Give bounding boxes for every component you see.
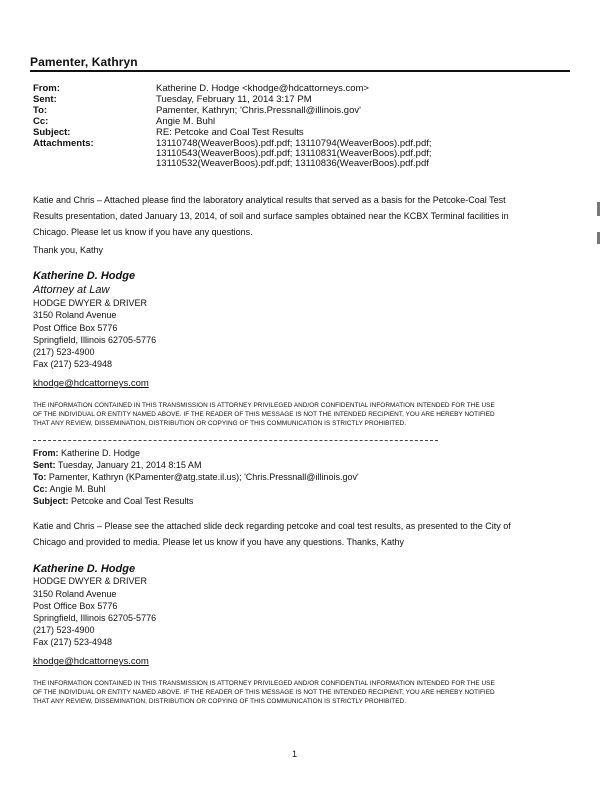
message-separator [33, 440, 438, 441]
forwarded-to [33, 472, 359, 482]
forwarded-subject [33, 496, 193, 506]
scan-edge-mark [597, 232, 600, 244]
signature-name: Katherine D. Hodge [33, 563, 136, 575]
subject-label: Subject: [33, 127, 71, 138]
attachment-link[interactable]: 13110532(WeaverBoos).pdf.pdf; 13110836(WeaverBoos).pdf.pdf [156, 158, 429, 169]
attachment-link[interactable]: 13110543(WeaverBoos).pdf.pdf; 13110831(WeaverBoos).pdf.pdf; [156, 148, 432, 159]
disclaimer-line: THE INFORMATION CONTAINED IN THIS TRANSMISSION IS ATTORNEY PRIVILEGED AND/OR CONFIDENTIAL INFORMATION INTENDED FOR THE USE [33, 680, 495, 687]
forwarded-from-label: From: [33, 448, 59, 458]
signature-phone: (217) 523-4900 [33, 347, 95, 357]
attachment-link[interactable]: 13110748(WeaverBoos).pdf.pdf; 13110794(WeaverBoos).pdf.pdf; [156, 138, 432, 149]
attachments-label: Attachments: [33, 138, 94, 149]
forwarded-from [33, 448, 140, 458]
forwarded-sent [33, 460, 201, 470]
signature-phone: (217) 523-4900 [33, 625, 95, 635]
disclaimer-line: THAT ANY REVIEW, DISSEMINATION, DISTRIBUTION OR COPYING OF THIS COMMUNICATION IS STRICTLY PROHIBITED. [33, 698, 407, 705]
forwarded-sent-label: Sent: [33, 460, 56, 470]
forwarded-to-value: Pamenter, Kathryn (KPamenter@atg.state.il.us); 'Chris.Pressnall@illinois.gov' [48, 472, 359, 482]
to-label: To: [33, 105, 48, 116]
page-number: 1 [292, 749, 298, 759]
message-body-line: Results presentation, dated January 13, 2014, of soil and surface samples obtained near the KCBX Terminal facilities in [33, 211, 509, 221]
cc-label: Cc: [33, 116, 49, 127]
disclaimer-line: THE INFORMATION CONTAINED IN THIS TRANSMISSION IS ATTORNEY PRIVILEGED AND/OR CONFIDENTIAL INFORMATION INTENDED FOR THE USE [33, 402, 495, 409]
forwarded-subject-value: Petcoke and Coal Test Results [71, 496, 194, 506]
sent-label: Sent: [33, 94, 57, 105]
forwarded-from-value: Katherine D. Hodge [61, 448, 141, 458]
to-value: Pamenter, Kathryn; 'Chris.Pressnall@illinois.gov' [156, 105, 361, 116]
disclaimer-line: THAT ANY REVIEW, DISSEMINATION, DISTRIBUTION OR COPYING OF THIS COMMUNICATION IS STRICTLY PROHIBITED. [33, 420, 407, 427]
mailbox-owner-name: Pamenter, Kathryn [30, 55, 138, 69]
signature-city: Springfield, Illinois 62705-5776 [33, 335, 157, 345]
forwarded-subject-label: Subject: [33, 496, 69, 506]
scan-edge-mark [597, 202, 600, 216]
forwarded-body-line: Katie and Chris – Please see the attached slide deck regarding petcoke and coal test results, as presented to the City of [33, 521, 511, 531]
signature-title: Attorney at Law [33, 284, 110, 296]
signature-firm: HODGE DWYER & DRIVER [33, 298, 148, 308]
signature-name: Katherine D. Hodge [33, 270, 136, 282]
message-thanks: Thank you, Kathy [33, 245, 104, 255]
sent-value: Tuesday, February 11, 2014 3:17 PM [156, 94, 312, 105]
signature-street: 3150 Roland Avenue [33, 310, 117, 320]
subject-value: RE: Petcoke and Coal Test Results [156, 127, 304, 138]
forwarded-cc-value: Angie M. Buhl [49, 484, 106, 494]
forwarded-body-line: Chicago and provided to media. Please let us know if you have any questions. Thanks, Kathy [33, 537, 405, 547]
signature-email-link[interactable]: khodge@hdcattorneys.com [33, 378, 149, 389]
signature-email-link[interactable]: khodge@hdcattorneys.com [33, 656, 149, 667]
signature-city: Springfield, Illinois 62705-5776 [33, 613, 157, 623]
header-rule [30, 70, 570, 72]
message-body-line: Katie and Chris – Attached please find the laboratory analytical results that served as a basis for the Petcoke-Coal Test [33, 195, 506, 205]
forwarded-sent-value: Tuesday, January 21, 2014 8:15 AM [57, 460, 202, 470]
disclaimer-line: OF THE INDIVIDUAL OR ENTITY NAMED ABOVE. IF THE READER OF THIS MESSAGE IS NOT THE INTENDED RECIPIENT, YOU ARE HEREBY NOTIFIED [33, 411, 495, 418]
signature-pobox: Post Office Box 5776 [33, 601, 118, 611]
signature-street: 3150 Roland Avenue [33, 589, 117, 599]
signature-pobox: Post Office Box 5776 [33, 323, 118, 333]
forwarded-cc [33, 484, 106, 494]
message-body-line: Chicago. Please let us know if you have any questions. [33, 227, 253, 237]
from-value: Katherine D. Hodge <khodge@hdcattorneys.com> [156, 83, 369, 94]
signature-fax: Fax (217) 523-4948 [33, 359, 113, 369]
disclaimer-line: OF THE INDIVIDUAL OR ENTITY NAMED ABOVE. IF THE READER OF THIS MESSAGE IS NOT THE INTENDED RECIPIENT, YOU ARE HEREBY NOTIFIED [33, 689, 495, 696]
signature-firm: HODGE DWYER & DRIVER [33, 576, 148, 586]
forwarded-to-label: To: [33, 472, 47, 482]
cc-value: Angie M. Buhl [156, 116, 216, 127]
forwarded-cc-label: Cc: [33, 484, 48, 494]
signature-fax: Fax (217) 523-4948 [33, 637, 113, 647]
from-label: From: [33, 83, 60, 94]
